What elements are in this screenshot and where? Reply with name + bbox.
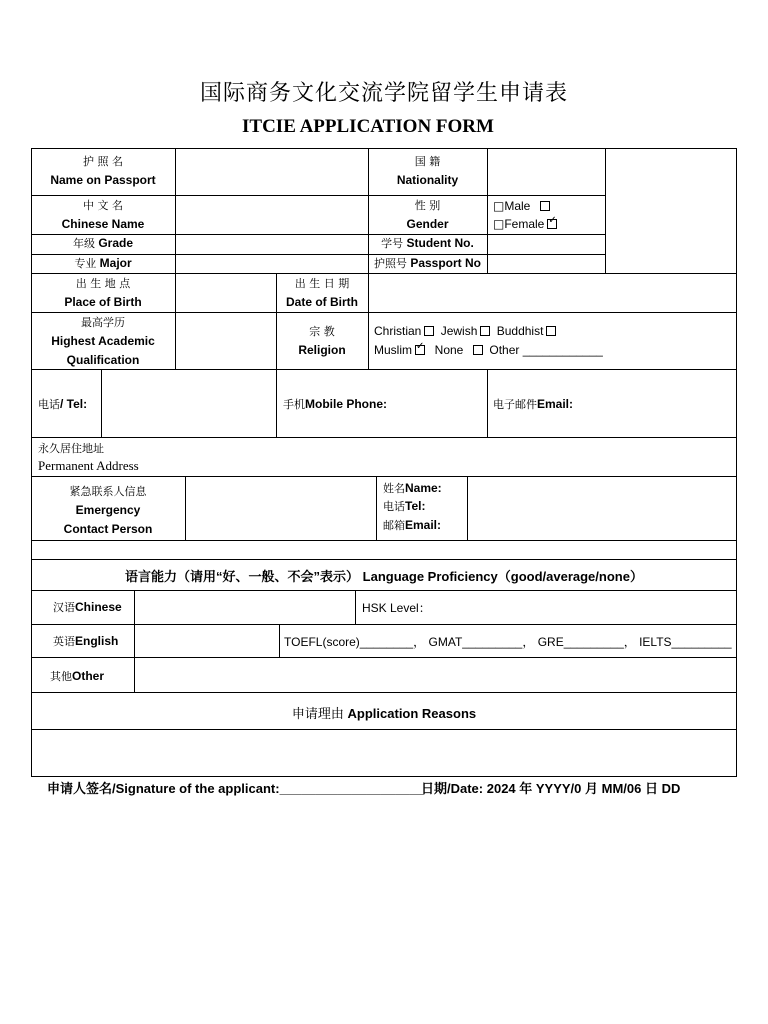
photo-box: [606, 149, 736, 273]
nationality-label: 国 籍 Nationality: [396, 155, 459, 187]
gender-label: 性 别 Gender: [406, 199, 449, 231]
language-proficiency-header: 语言能力（请用“好、一般、不会”表示） Language Proficiency（good/average/none）: [125, 569, 643, 584]
student-no-field[interactable]: [488, 235, 605, 254]
application-reasons-field[interactable]: [32, 730, 736, 776]
hsk-level-label[interactable]: HSK Level：: [362, 601, 431, 615]
religion-christian[interactable]: Christian: [374, 324, 437, 338]
signature-line[interactable]: 申请人签名/Signature of the applicant:____________________: [47, 781, 425, 796]
religion-muslim[interactable]: Muslim✓: [374, 343, 428, 357]
highest-qualification-label: 最高学历 Highest Academic Qualification: [51, 316, 155, 367]
religion-options-row-2: [374, 343, 603, 357]
nationality-field[interactable]: [488, 149, 605, 195]
english-language-label: 英语English: [53, 634, 119, 648]
date-of-birth-label: 出 生 日 期 Date of Birth: [286, 277, 358, 309]
female-checkbox[interactable]: [547, 219, 557, 229]
jewish-checkbox[interactable]: [480, 326, 490, 336]
religion-options-row-1: [374, 324, 559, 338]
religion-jewish[interactable]: Jewish: [441, 324, 494, 338]
emergency-contact-label: 紧急联系人信息 Emergency Contact Person: [63, 485, 153, 536]
passport-no-field[interactable]: [488, 255, 605, 273]
grade-field[interactable]: [176, 235, 368, 254]
gender-female-option[interactable]: □Female✓: [493, 217, 560, 231]
major-field[interactable]: [176, 255, 368, 273]
student-no-label: 学号 Student No.: [381, 236, 474, 250]
mobile-phone-label: 手机Mobile Phone:: [283, 397, 387, 411]
english-test-scores[interactable]: TOEFL(score)________， GMAT_________， GRE_________， IELTS_________: [284, 635, 732, 649]
highest-qualification-field[interactable]: [176, 313, 276, 369]
emergency-name-label: 姓名Name:: [383, 481, 442, 495]
place-of-birth-label: 出 生 地 点 Place of Birth: [64, 277, 142, 309]
muslim-checkbox[interactable]: [415, 345, 425, 355]
religion-buddhist[interactable]: Buddhist: [497, 324, 560, 338]
email-label: 电子邮件Email:: [493, 397, 574, 411]
emergency-tel-label: 电话Tel:: [383, 499, 426, 513]
emergency-contact-field[interactable]: [186, 477, 376, 540]
other-language-label: 其他Other: [50, 669, 105, 683]
buddhist-checkbox[interactable]: [546, 326, 556, 336]
other-language-field[interactable]: [135, 658, 736, 692]
permanent-address-label: Permanent Address: [38, 458, 139, 473]
tel-label: 电话/ Tel:: [38, 397, 88, 411]
emergency-email-label: 邮箱Email:: [383, 518, 442, 532]
christian-checkbox[interactable]: [424, 326, 434, 336]
chinese-level-field[interactable]: [135, 591, 355, 624]
permanent-address-label-cn: 永久居住地址: [38, 442, 104, 455]
grade-label: 年级 Grade: [72, 236, 134, 250]
major-label: 专业 Major: [74, 256, 132, 270]
name-on-passport-label: 护 照 名 Name on Passport: [50, 155, 156, 187]
form-title-chinese: 国际商务文化交流学院留学生申请表: [199, 81, 568, 106]
chinese-name-label: 中 文 名 Chinese Name: [61, 199, 145, 231]
gender-male-option[interactable]: □Male: [493, 199, 553, 213]
passport-no-label: 护照号 Passport No: [373, 256, 482, 270]
date-of-birth-field[interactable]: [369, 274, 736, 312]
religion-none[interactable]: None: [435, 343, 486, 357]
none-checkbox[interactable]: [473, 345, 483, 355]
religion-label: 宗 教 Religion: [298, 325, 346, 357]
date-line[interactable]: 日期/Date: 2024 年 YYYY/0 月 MM/06 日 DD: [421, 781, 681, 796]
male-checkbox[interactable]: [540, 201, 550, 211]
chinese-language-label: 汉语Chinese: [53, 600, 122, 614]
tel-field[interactable]: [102, 370, 276, 437]
application-reasons-header: 申请理由 Application Reasons: [291, 706, 477, 722]
form-title-english: ITCIE APPLICATION FORM: [242, 116, 494, 137]
place-of-birth-field[interactable]: [176, 274, 276, 312]
name-on-passport-field[interactable]: [176, 149, 368, 195]
english-level-field[interactable]: [135, 625, 279, 657]
chinese-name-field[interactable]: [176, 196, 368, 234]
emergency-details-field[interactable]: [468, 477, 736, 540]
religion-other[interactable]: Other ____________: [489, 343, 603, 357]
